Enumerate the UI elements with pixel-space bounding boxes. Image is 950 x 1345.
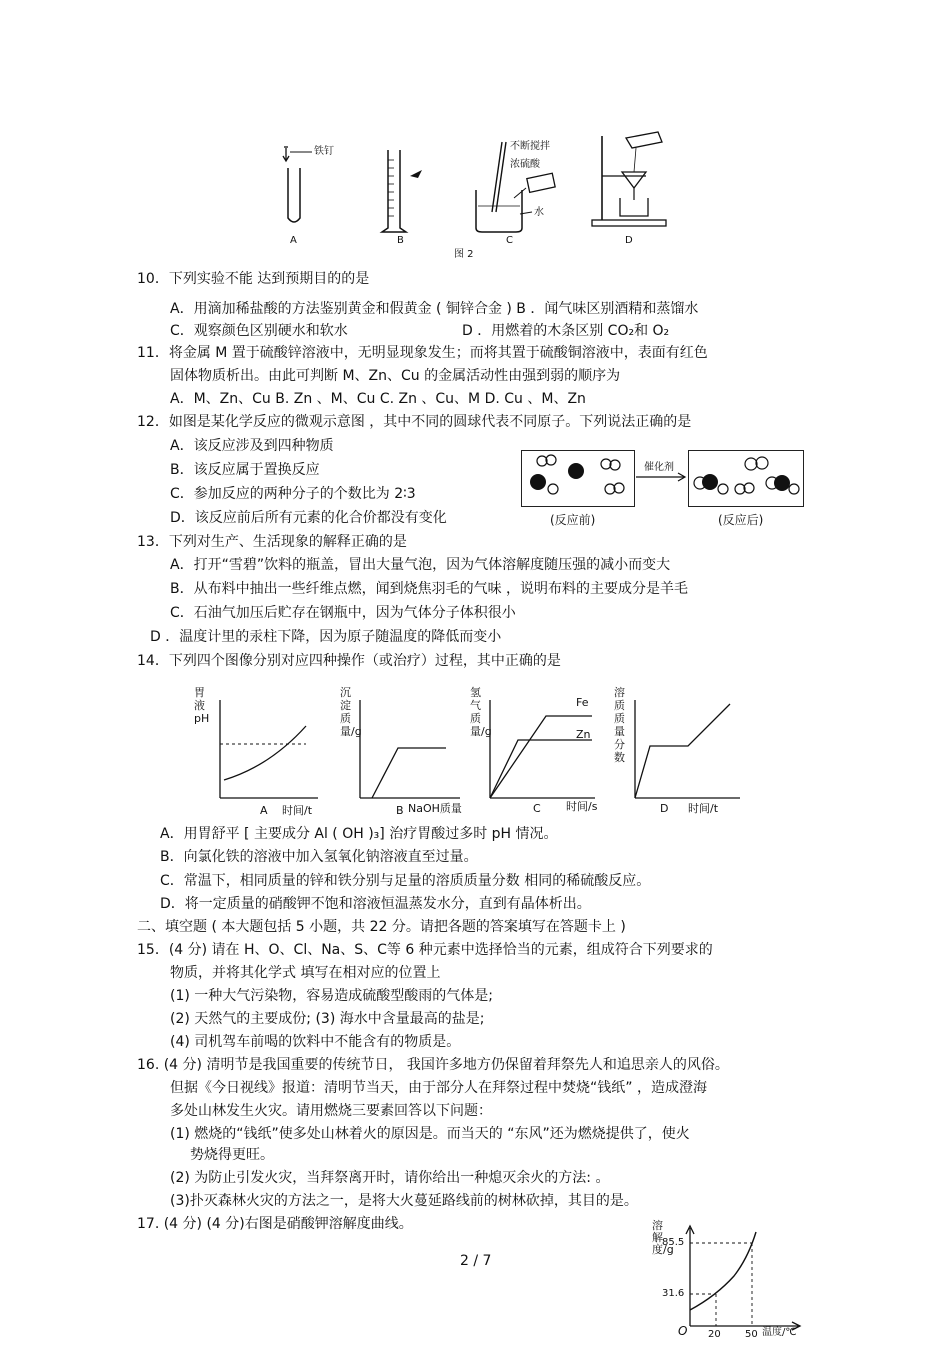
fig2-caption: 图 2 [454,249,474,260]
solubility-ylabel: 溶解度/g [652,1219,674,1256]
q16-part2: (2) 为防止引发火灾，当拜祭离开时，请你给出一种熄灭余火的方法: 。 [170,1170,610,1186]
q16-line1: 16. (4 分) 清明节是我国重要的传统节日， 我国许多地方仍保留着拜祭先人和追思亲人的风俗。 [137,1057,729,1073]
fig2-water-label: 水 [534,207,544,218]
solubility-chart [650,1218,810,1340]
solubility-x-50: 50 [745,1329,758,1340]
solubility-y-31: 31.6 [662,1288,685,1299]
graph-b-ylabel: 沉淀质量/g [340,686,362,738]
q14-option-b: B．向氯化铁的溶液中加入氢氧化钠溶液直至过量。 [160,849,478,865]
q16-line2: 但据《今日视线》报道：清明节当天，由于部分人在拜祭过程中焚烧“钱纸” ，造成澄海 [170,1080,707,1096]
q15-part2-3: (2) 天然气的主要成份; (3) 海水中含量最高的盐是; [170,1011,485,1027]
reaction-molecules [518,445,808,515]
q11-line2: 固体物质析出。由此可判断 M、Zn、Cu 的金属活动性由强到弱的顺序为 [170,368,621,384]
graph-c-ylabel: 氢气质量/g [470,686,492,738]
q13-option-b: B．从布料中抽出一些纤维点燃，闻到烧焦羽毛的气味 ，说明布料的主要成分是羊毛 [170,581,689,597]
q16-part3: (3)扑灭森林火灾的方法之一，是将大火蔓延路线前的树林砍掉，其目的是。 [170,1193,638,1209]
graph-b-xlabel: NaOH质量 [408,802,462,815]
q16-line3: 多处山林发生火灾。请用燃烧三要素回答以下问题： [170,1103,492,1119]
q12-option-b: B．该反应属于置换反应 [170,462,320,478]
q15-part1: (1) 一种大气污染物，容易造成硫酸型酸雨的气体是; [170,988,493,1004]
graph-a-label: A [260,804,268,817]
q11-line1: 11．将金属 M 置于硫酸锌溶液中，无明显现象发生；而将其置于硫酸铜溶液中，表面有红色 [137,345,708,361]
solubility-origin: O [678,1324,688,1338]
q15-line2: 物质，并将其化学式 填写在相对应的位置上 [170,965,441,981]
q15-part4: (4) 司机驾车前喝的饮料中不能含有的物质是。 [170,1034,461,1050]
fig2-label-b: B [397,235,404,246]
q10-stem: 10．下列实验不能 达到预期目的的是 [137,271,370,287]
q12-option-c: C．参加反应的两种分子的个数比为 2∶3 [170,486,416,502]
q10-option-a-b: A．用滴加稀盐酸的方法鉴别黄金和假黄金 ( 铜锌合金 ) B ．闻气味区别酒精和蒸馏水 [170,301,699,317]
q13-option-a: A．打开“雪碧”饮料的瓶盖，冒出大量气泡，因为气体溶解度随压强的减小而变大 [170,557,671,573]
graph-c-xlabel: 时间/s [566,800,598,813]
fig2-label-a: A [290,235,297,246]
q17-line1: 17. (4 分) (4 分)右图是硝酸钾溶解度曲线。 [137,1216,413,1232]
q14-option-d: D．将一定质量的硝酸钾不饱和溶液恒温蒸发水分，直到有晶体析出。 [160,896,591,912]
q10-option-c: C．观察颜色区别硬水和软水 [170,323,348,339]
section-2-heading: 二、填空题 ( 本大题包括 5 小题，共 22 分。请把各题的答案填写在答题卡上 ) [137,919,626,935]
before-label: (反应前) [550,513,596,527]
graph-c-label: C [533,802,541,815]
q11-options: A．M、Zn、Cu B. Zn 、M、Cu C. Zn 、Cu、M D. Cu 、M、Zn [170,391,586,407]
solubility-xlabel: 温度/℃ [762,1327,797,1338]
fig2-label-d: D [625,235,633,246]
after-label: (反应后) [718,513,764,527]
catalyst-label: 催化剂 [644,462,674,473]
solubility-x-20: 20 [708,1329,721,1340]
fig2-acid-label: 浓硫酸 [510,159,540,170]
q14-stem: 14．下列四个图像分别对应四种操作（或治疗）过程，其中正确的是 [137,653,561,669]
q13-stem: 13．下列对生产、生活现象的解释正确的是 [137,534,407,550]
q13-option-c: C．石油气加压后贮存在钢瓶中，因为气体分子体积很小 [170,605,516,621]
q14-graphs [190,680,760,820]
q16-part1-cont: 势烧得更旺。 [190,1147,274,1163]
q14-option-a: A．用胃舒平 [ 主要成分 Al ( OH )₃] 治疗胃酸过多时 pH 情况。 [160,826,558,842]
page-number: 2 / 7 [460,1253,492,1269]
graph-d-ylabel: 溶质质量分数 [614,686,625,764]
reaction-diagram [518,445,808,535]
q12-stem: 12．如图是某化学反应的微观示意图 ，其中不同的圆球代表不同原子。下列说法正确的是 [137,414,692,430]
fig2-label-c: C [506,235,513,246]
q12-option-a: A．该反应涉及到四种物质 [170,438,334,454]
fig2-stir-label: 不断搅拌 [510,141,550,152]
graph-a-ylabel: 胃液pH [194,686,210,725]
graph-d-xlabel: 时间/t [688,802,719,815]
q13-option-d: D ．温度计里的汞柱下降，因为原子随温度的降低而变小 [150,629,502,645]
graph-b-label: B [396,804,404,817]
q10-option-d: D ．用燃着的木条区别 CO₂和 O₂ [462,323,670,339]
graph-c-fe-label: Fe [576,696,589,709]
q16-part1: (1) 燃烧的“钱纸”使多处山林着火的原因是。而当天的 “东风”还为燃烧提供了，使火 [170,1126,690,1142]
figure-2 [270,128,680,263]
graph-a-xlabel: 时间/t [282,804,313,817]
solubility-y-85: 85.5 [662,1237,685,1248]
q12-option-d: D．该反应前后所有元素的化合价都没有变化 [170,510,447,526]
graph-c-zn-label: Zn [576,728,591,741]
q15-line1: 15．(4 分) 请在 H、O、Cl、Na、S、C等 6 种元素中选择恰当的元素，组成符合下列要求的 [137,942,713,958]
graph-d-label: D [660,802,669,815]
fig2-nail-label: 铁钉 [314,146,334,157]
q14-option-c: C．常温下，相同质量的锌和铁分别与足量的溶质质量分数 相同的稀硫酸反应。 [160,873,651,889]
